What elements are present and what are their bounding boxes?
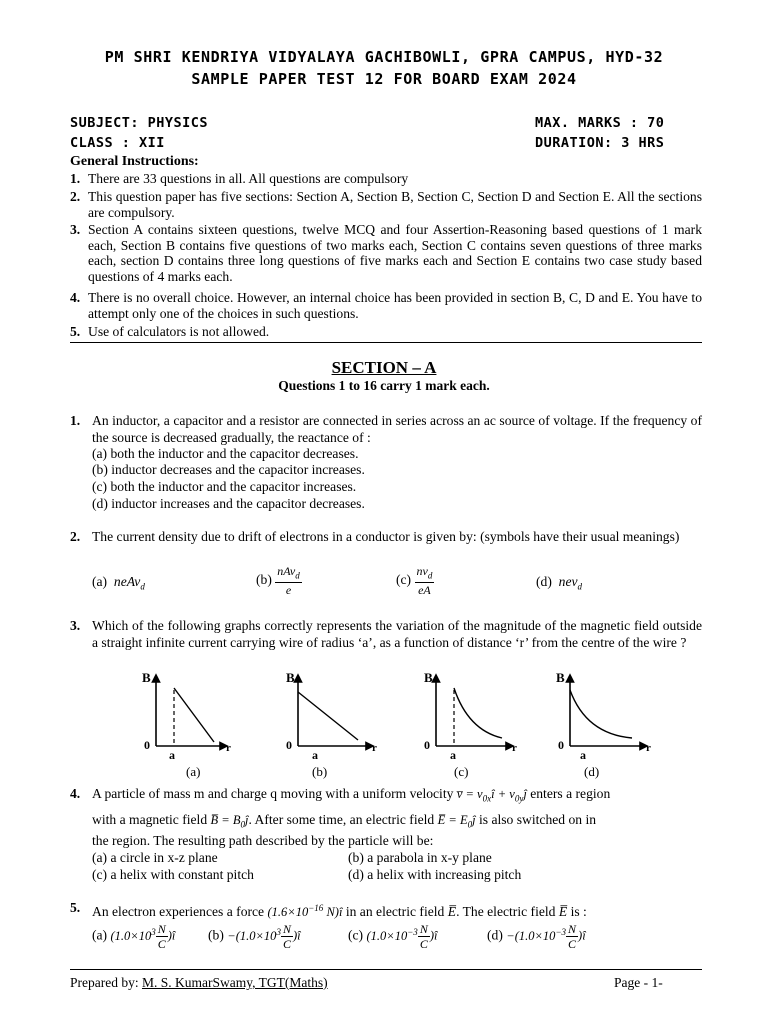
svg-text:B: B (424, 670, 433, 685)
svg-text:a: a (312, 748, 318, 762)
instruction-item: 2. This question paper has five sections: Section A, Section B, Section C, Section D and Section E. All the sections are compulsory. (70, 189, 702, 220)
svg-text:(a): (a) (186, 764, 201, 779)
svg-text:0: 0 (144, 738, 150, 752)
svg-text:B: B (286, 670, 295, 685)
q5-option-c: (c) ($1.0\times 10^{-3}$ $\frac{N}{C}$ )î (348, 922, 438, 951)
paper-title: SAMPLE PAPER TEST 12 FOR BOARD EXAM 2024 (191, 70, 577, 88)
question-4: 4. A particle of mass m and charge q moving with a uniform velocity v̅ = $v_{0x}î$ + $v_{0y}ĵ$ enters a region (70, 786, 611, 804)
duration-label: DURATION: 3 HRS (535, 135, 665, 151)
svg-text:0: 0 (558, 738, 564, 752)
page-number: Page - 1- (614, 975, 663, 990)
question-1: 1. An inductor, a capacitor and a resistor are connected in series across an ac source of voltage. If the frequency of the source is decreased gradually, the reactance of : (70, 413, 702, 445)
q2-option-c: (c) $\frac{nv_d}{eA}$ (396, 564, 433, 598)
svg-text:a: a (580, 748, 586, 762)
svg-text:r: r (646, 742, 651, 754)
school-header: PM SHRI KENDRIYA VIDYALAYA GACHIBOWLI, GPRA CAMPUS, HYD-32 (104, 48, 664, 66)
q4-option-d: (d) a helix with increasing pitch (348, 867, 522, 882)
svg-text:a: a (450, 748, 456, 762)
question-4-line-2: with a magnetic field B̅ = $B_0ĵ$. After some time, an electric field E̅ = $E_0ĵ$ is also switched on in (92, 812, 597, 830)
svg-text:(d): (d) (584, 764, 600, 779)
svg-text:r: r (372, 742, 377, 754)
max-marks-label: MAX. MARKS : 70 (535, 115, 665, 131)
q4-option-c: (c) a helix with constant pitch (92, 867, 254, 882)
svg-text:0: 0 (286, 738, 292, 752)
question-5: 5. An electron experiences a force ($1.6\times 10^{-16}$ N)î in an electric field E̅. The electric field E̅ is : (70, 900, 587, 920)
svg-text:0: 0 (424, 738, 430, 752)
section-subtitle: Questions 1 to 16 carry 1 mark each. (278, 378, 490, 393)
graph-a (140, 668, 250, 780)
q2-option-a: (a) neAv$_d$ (92, 574, 145, 592)
instruction-item: 1. There are 33 questions in all. All questions are compulsory (70, 171, 409, 186)
svg-text:r: r (512, 742, 517, 754)
instructions-divider (70, 342, 702, 343)
svg-text:B: B (556, 670, 565, 685)
svg-text:B: B (142, 670, 151, 685)
q5-option-d: $(d) -(1.0\times 10^{-3}$ $\frac{N}{C}$ )î (487, 922, 586, 951)
instructions-title: General Instructions: (70, 154, 199, 169)
svg-text:a: a (169, 748, 175, 762)
q4-option-b: (b) a parabola in x-y plane (348, 850, 492, 865)
question-2: 2. The current density due to drift of electrons in a conductor is given by: (symbols have their usual meanings) (70, 529, 680, 544)
author-name: M. S. KumarSwamy, TGT(Maths) (141, 975, 328, 990)
q5-option-a: (a) ($1.0\times 10^3$ $\frac{N}{C}$ )î (92, 922, 176, 951)
q1-option-d: (d) inductor increases and the capacitor decreases. (92, 496, 365, 511)
instruction-item: 3. Section A contains sixteen questions, twelve MCQ and four Assertion-Reasoning based questions of 1 mark each, Section B contains five questions of two marks each, Section C contains seven questions of three marks each, section D contains three long questions of five marks each and Section E contains two case study based questions of 4 marks each. (70, 222, 702, 284)
svg-text:r: r (226, 742, 231, 754)
section-title: SECTION – A (331, 358, 437, 377)
q4-option-a: (a) a circle in x-z plane (92, 850, 218, 865)
svg-text:(c): (c) (454, 764, 469, 779)
subject-label: SUBJECT: PHYSICS (70, 115, 209, 131)
svg-text:(b): (b) (312, 764, 328, 779)
instruction-item: 5. Use of calculators is not allowed. (70, 324, 270, 339)
graph-d (552, 668, 662, 780)
instruction-item: 4. There is no overall choice. However, an internal choice has been provided in section B, C, D and E. You have to attempt only one of the choices in such questions. (70, 290, 702, 321)
q1-option-c: (c) both the inductor and the capacitor increases. (92, 479, 357, 494)
q2-option-d: (d) nev$_d$ (536, 574, 583, 592)
question-4-line-3: the region. The resulting path described by the particle will be: (92, 833, 434, 848)
q2-option-b: (b) $\frac{nAv_d}{e}$ (256, 564, 300, 598)
class-label: CLASS : XII (70, 135, 165, 151)
footer-divider (70, 969, 702, 970)
question-3: 3. Which of the following graphs correctly represents the variation of the magnitude of the magnetic field outside a straight infinite current carrying wire of radius ‘a’, as a function of distance ‘r’ from the centre of the wire ? (70, 618, 702, 650)
q5-option-b: $(b) -(1.0\times 10^3$ $\frac{N}{C}$ )î (208, 922, 301, 951)
q1-option-b: (b) inductor decreases and the capacitor increases. (92, 462, 365, 477)
graph-c (416, 668, 526, 780)
graph-b (278, 668, 388, 780)
q1-option-a: (a) both the inductor and the capacitor decreases. (92, 446, 359, 461)
footer-prepared: Prepared by: M. S. KumarSwamy, TGT(Maths) (70, 975, 328, 990)
